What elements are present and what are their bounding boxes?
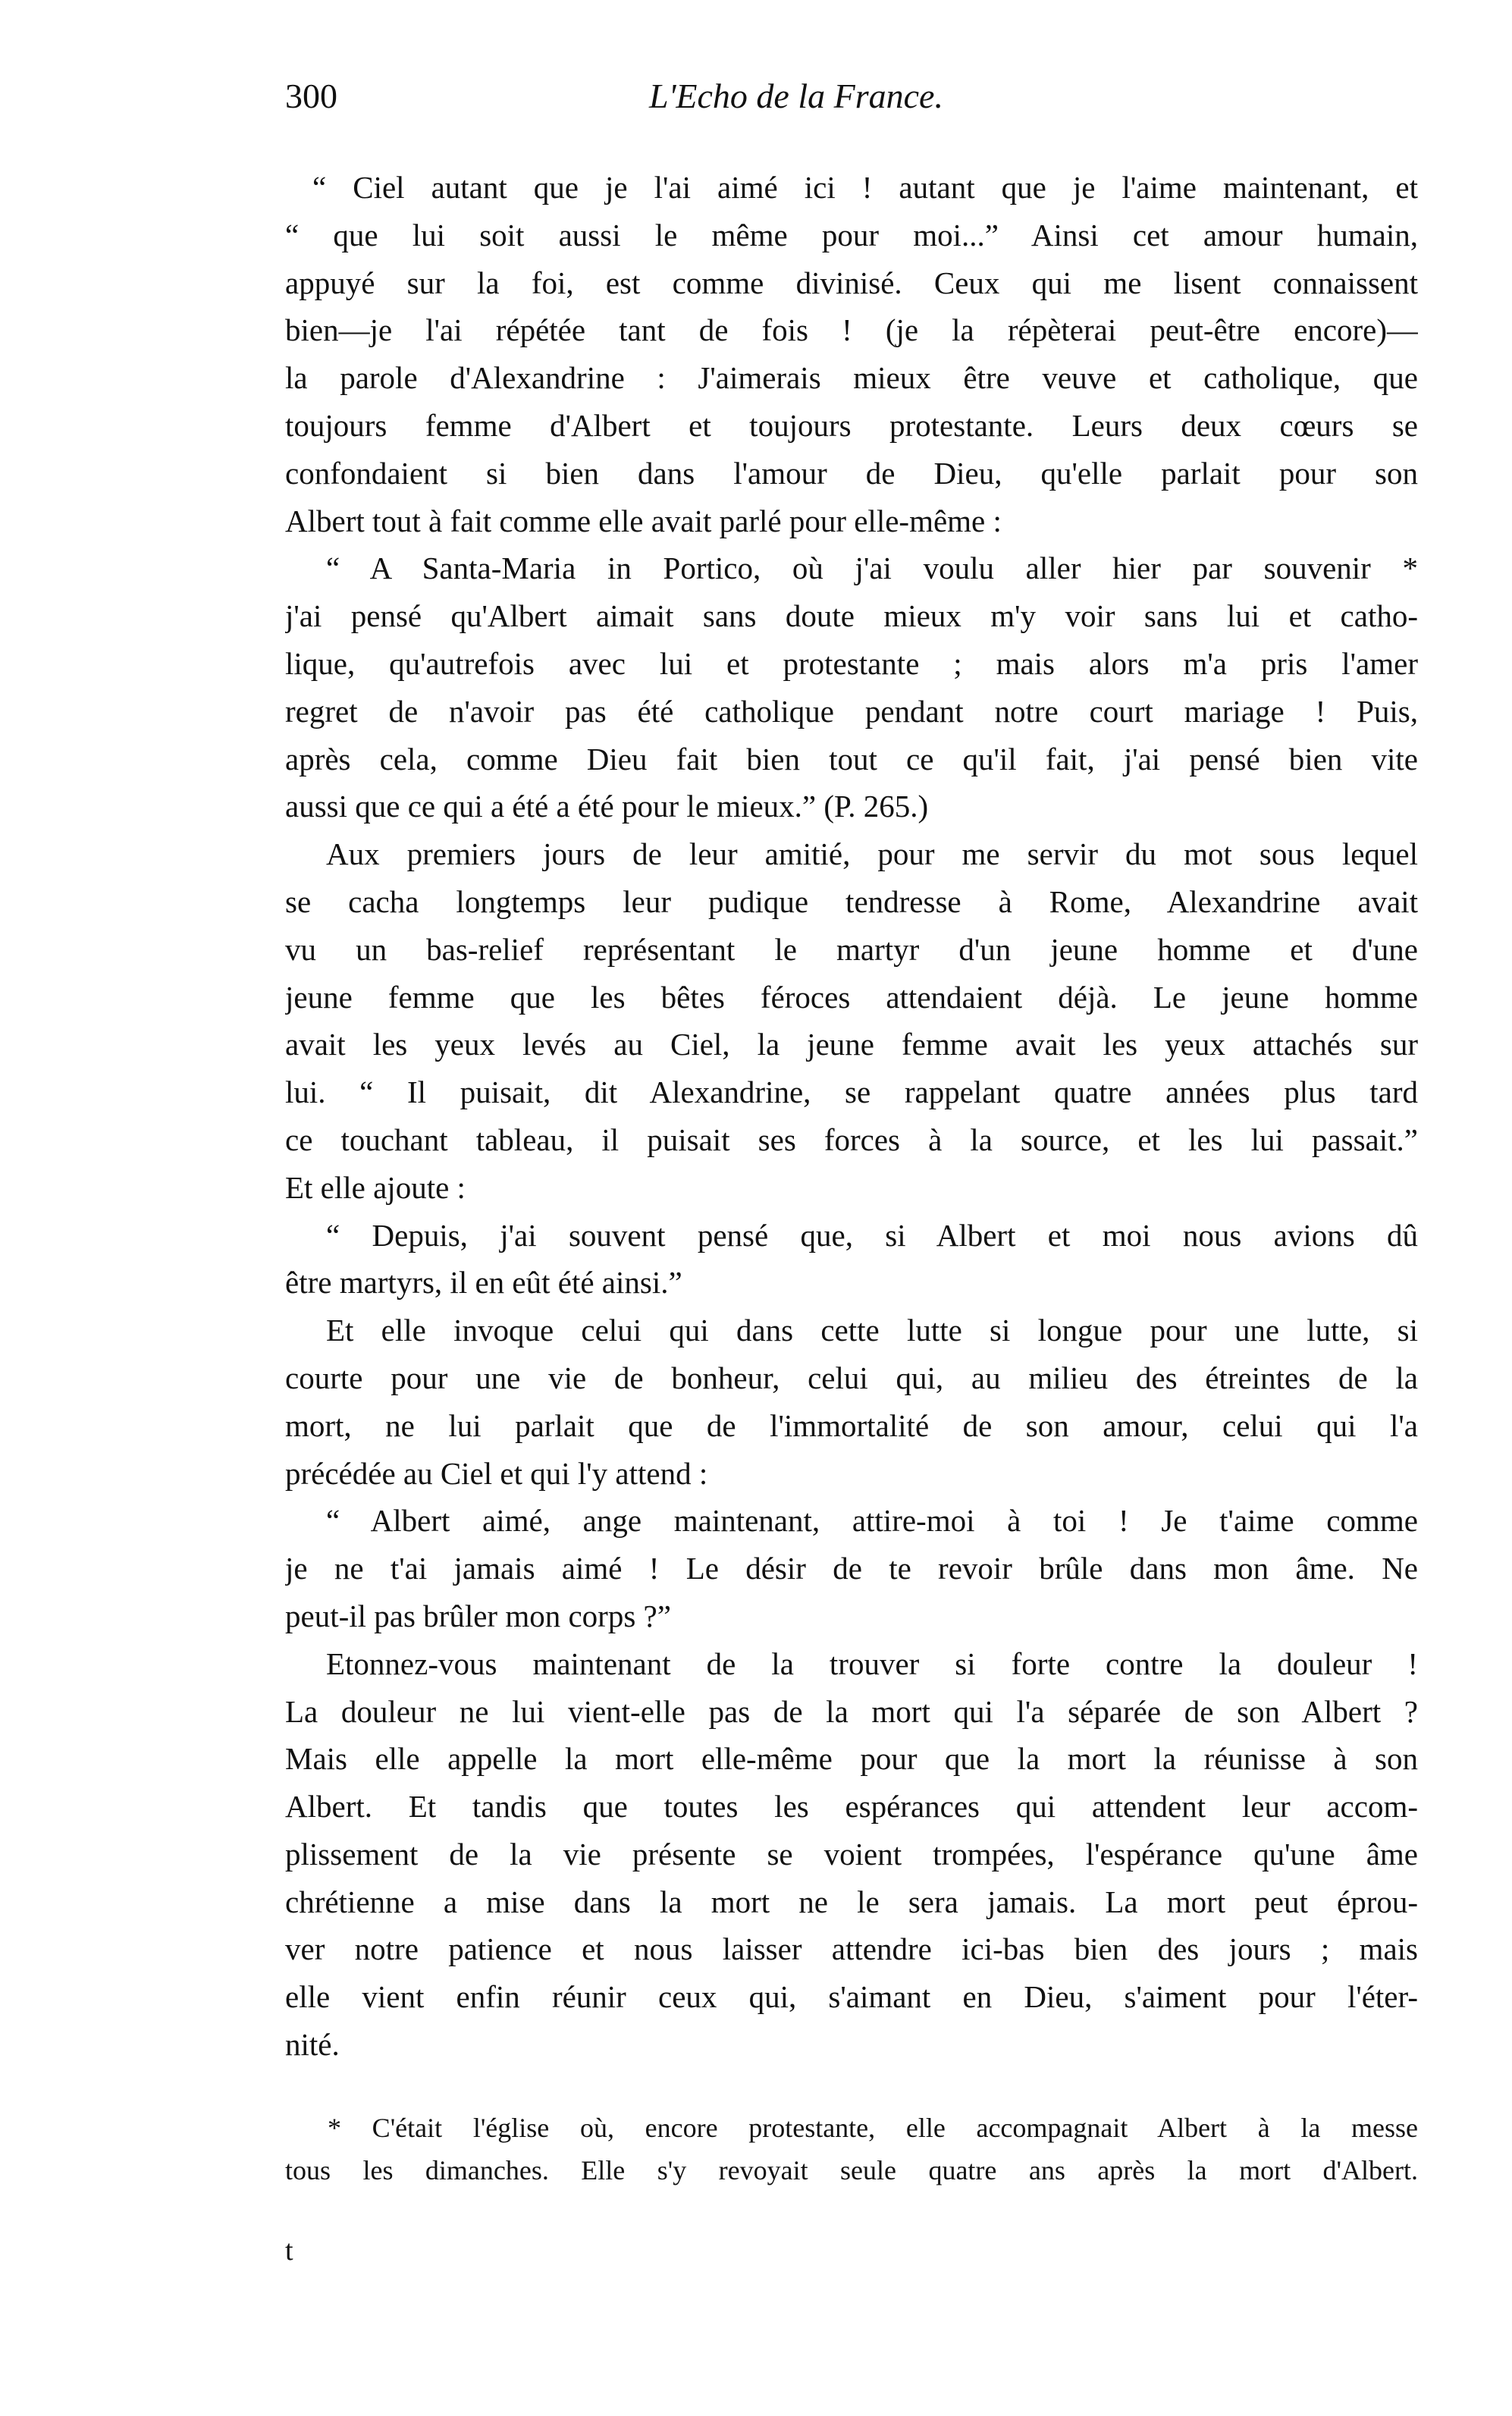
text-line: lui. “ Il puisait, dit Alexandrine, se rappelant quatre années plus tard bbox=[285, 1075, 1418, 1110]
text-line: Albert tout à fait comme elle avait parlé pour elle-même : bbox=[285, 503, 1002, 538]
text-line: La douleur ne lui vient-elle pas de la mort qui l'a séparée de son Albert ? bbox=[285, 1693, 1418, 1729]
text-line: bien—je l'ai répétée tant de fois ! (je la répèterai peut-être encore)— bbox=[285, 312, 1418, 348]
text-line: confondaient si bien dans l'amour de Dieu, qu'elle parlait pour son bbox=[285, 455, 1418, 491]
text-line: Aux premiers jours de leur amitié, pour me servir du mot sous lequel bbox=[326, 836, 1418, 872]
text-line: toujours femme d'Albert et toujours protestante. Leurs deux cœurs se bbox=[285, 407, 1418, 443]
running-title: L'Echo de la France. bbox=[649, 77, 943, 115]
text-line: “ Albert aimé, ange maintenant, attire-moi à toi ! Je t'aime comme bbox=[326, 1503, 1418, 1539]
text-line: “ que lui soit aussi le même pour moi...” Ainsi cet amour humain, bbox=[285, 217, 1418, 253]
text-line: après cela, comme Dieu fait bien tout ce qu'il fait, j'ai pensé bien vite bbox=[285, 741, 1418, 777]
text-line: lique, qu'autrefois avec lui et protestante ; mais alors m'a pris l'amer bbox=[285, 645, 1418, 681]
text-line: mort, ne lui parlait que de l'immortalité de son amour, celui qui l'a bbox=[285, 1407, 1418, 1443]
text-line: nité. bbox=[285, 2027, 340, 2063]
text-line: Et elle invoque celui qui dans cette lutte si longue pour une lutte, si bbox=[326, 1313, 1418, 1348]
text-line: “ A Santa-Maria in Portico, où j'ai voulu aller hier par souvenir * bbox=[326, 551, 1418, 586]
text-line: ce touchant tableau, il puisait ses forces à la source, et les lui passait.” bbox=[285, 1122, 1418, 1157]
text-line: regret de n'avoir pas été catholique pendant notre court mariage ! Puis, bbox=[285, 693, 1418, 729]
text-line: peut-il pas brûler mon corps ?” bbox=[285, 1598, 671, 1633]
text-line: Albert. Et tandis que toutes les espérances qui attendent leur accom- bbox=[285, 1789, 1418, 1825]
text-line: ver notre patience et nous laisser attendre ici-bas bien des jours ; mais bbox=[285, 1931, 1418, 1967]
text-line: se cacha longtemps leur pudique tendresse à Rome, Alexandrine avait bbox=[285, 883, 1418, 919]
text-line: être martyrs, il en eût été ainsi.” bbox=[285, 1265, 682, 1301]
footnote-line: * C'était l'église où, encore protestante, elle accompagnait Albert à la messe bbox=[328, 2113, 1418, 2143]
text-line: vu un bas-relief représentant le martyr d'un jeune homme et d'une bbox=[285, 931, 1418, 967]
text-line: j'ai pensé qu'Albert aimait sans doute mieux m'y voir sans lui et catho- bbox=[285, 598, 1418, 634]
text-line: Mais elle appelle la mort elle-même pour que la mort la réunisse à son bbox=[285, 1741, 1418, 1777]
footnote bbox=[285, 2107, 1418, 2192]
text-line: “ Ciel autant que je l'ai aimé ici ! autant que je l'aime maintenant, et bbox=[312, 170, 1418, 205]
text-line: appuyé sur la foi, est comme divinisé. Ceux qui me lisent connaissent bbox=[285, 265, 1418, 300]
text-line: aussi que ce qui a été a été pour le mieux.” (P. 265.) bbox=[285, 789, 929, 824]
text-line: je ne t'ai jamais aimé ! Le désir de te revoir brûle dans mon âme. Ne bbox=[285, 1551, 1418, 1586]
text-line: jeune femme que les bêtes féroces attendaient déjà. Le jeune homme bbox=[285, 979, 1418, 1015]
text-line: la parole d'Alexandrine : J'aimerais mieux être veuve et catholique, que bbox=[285, 360, 1418, 396]
body-text bbox=[285, 164, 1418, 2069]
text-line: elle vient enfin réunir ceux qui, s'aimant en Dieu, s'aiment pour l'éter- bbox=[285, 1979, 1418, 2015]
text-line: plissement de la vie présente se voient trompées, l'espérance qu'une âme bbox=[285, 1836, 1418, 1872]
running-head bbox=[285, 70, 1460, 123]
signature-mark: t bbox=[285, 2235, 293, 2267]
text-line: chrétienne a mise dans la mort ne le sera jamais. La mort peut éprou- bbox=[285, 1884, 1418, 1919]
text-line: Etonnez-vous maintenant de la trouver si forte contre la douleur ! bbox=[326, 1646, 1418, 1681]
text-line: “ Depuis, j'ai souvent pensé que, si Albert et moi nous avions dû bbox=[326, 1217, 1418, 1253]
page-number: 300 bbox=[285, 77, 337, 115]
text-line: avait les yeux levés au Ciel, la jeune femme avait les yeux attachés sur bbox=[285, 1027, 1418, 1062]
text-line: courte pour une vie de bonheur, celui qui, au milieu des étreintes de la bbox=[285, 1360, 1418, 1395]
footnote-line: tous les dimanches. Elle s'y revoyait seule quatre ans après la mort d'Albert. bbox=[285, 2155, 1418, 2185]
text-line: Et elle ajoute : bbox=[285, 1169, 466, 1205]
text-line: précédée au Ciel et qui l'y attend : bbox=[285, 1455, 708, 1491]
